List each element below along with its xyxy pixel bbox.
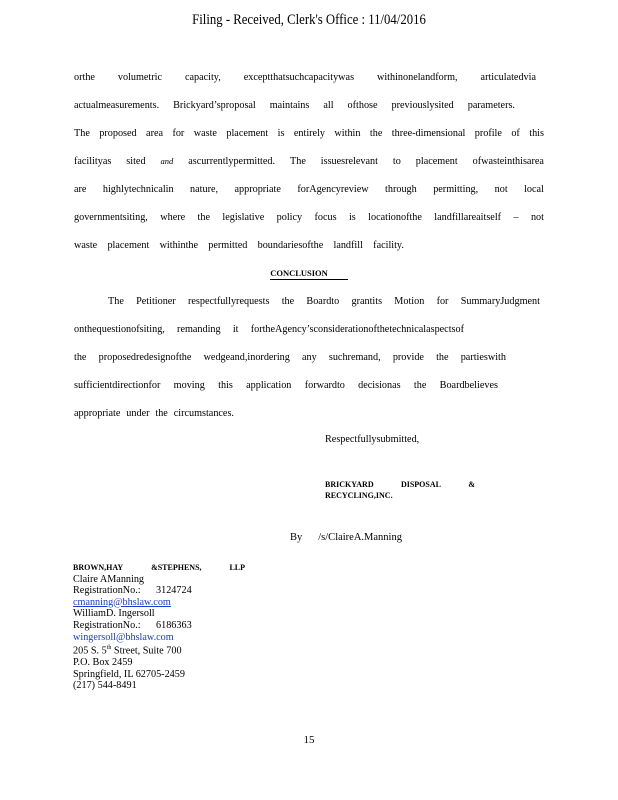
word: area [146, 128, 164, 139]
word: three-dimensional [391, 128, 466, 139]
word: the [436, 352, 449, 363]
word: sited [126, 156, 146, 167]
text-line [74, 72, 536, 83]
conclusion-heading: CONCLUSION [0, 268, 618, 278]
word: permitting, [433, 184, 479, 195]
word: fortheAgency’sconsiderationofthetechnicalaspectsof [250, 324, 464, 335]
text-line [74, 184, 544, 195]
word: is [277, 128, 285, 139]
word: The [74, 128, 90, 139]
word: governmentsiting, [74, 212, 148, 223]
word: the [197, 212, 210, 223]
word: actualmeasurements. [74, 100, 160, 111]
attorney2-email-link[interactable]: wingersoll@bhslaw.com [73, 631, 174, 643]
signature-name: /s/ClaireA.Manning [318, 532, 402, 543]
word: the [413, 380, 427, 391]
word: ascurrentlypermitted. [188, 156, 276, 167]
word: all [323, 100, 334, 111]
word: landfill [333, 240, 363, 251]
word: Brickyard’sproposal [173, 100, 256, 111]
signatory-firm-line1: BRICKYARD DISPOSAL & [325, 480, 475, 489]
attorney2-registration: RegistrationNo.: 6186363 [73, 619, 192, 631]
text-line [74, 100, 515, 111]
word: exceptthatsuchcapacitywas [243, 72, 355, 83]
word: volumetric [117, 72, 163, 83]
word: Petitioner [136, 296, 176, 307]
word: proposed [99, 128, 137, 139]
word: Boardbelieves [439, 380, 498, 391]
word: suchremand, [328, 352, 381, 363]
attorney1-name: Claire AManning [73, 573, 145, 585]
word: of [511, 128, 520, 139]
word: highlytechnicalin [102, 184, 174, 195]
word: SummaryJudgment [460, 296, 540, 307]
word: The [290, 156, 306, 167]
word: the [281, 296, 295, 307]
word: permitted [208, 240, 248, 251]
word: moving [173, 380, 205, 391]
word: waste [74, 240, 98, 251]
word: nature, [190, 184, 219, 195]
word: entirely [293, 128, 325, 139]
word: partieswith [460, 352, 506, 363]
word: within [334, 128, 361, 139]
word: sufficientdirectionfor [74, 380, 161, 391]
word: focus [314, 212, 337, 223]
text-line [108, 296, 540, 307]
attorney2-name: WilliamD. Ingersoll [73, 608, 155, 620]
word: ofthose [347, 100, 378, 111]
text-line [74, 240, 404, 251]
closing-phrase: Respectfullysubmitted, [325, 434, 420, 445]
text-line [74, 352, 506, 363]
word: waste [193, 128, 217, 139]
word: the [369, 128, 383, 139]
text-line [74, 324, 464, 335]
word: are [74, 184, 87, 195]
word: is [348, 212, 356, 223]
word: for [436, 296, 449, 307]
city-state-zip: Springfield, IL 62705-2459 [73, 668, 185, 680]
word: facilityas [74, 156, 112, 167]
phone-number: (217) 544-8491 [73, 680, 137, 692]
word: legislative [222, 212, 265, 223]
word: appropriate [234, 184, 281, 195]
counsel-block [73, 562, 245, 692]
word: The [108, 296, 124, 307]
word: this [218, 380, 233, 391]
word: any [302, 352, 317, 363]
word: this [529, 128, 544, 139]
word: appropriate [74, 408, 121, 419]
signature-line: By /s/ClaireA.Manning [290, 532, 402, 543]
page-number: 15 [303, 734, 315, 746]
word: policy [276, 212, 303, 223]
word: the [155, 408, 168, 419]
text-line [74, 408, 234, 419]
word: issuesrelevant [320, 156, 378, 167]
word: wedgeand,inordering [203, 352, 290, 363]
word: respectfullyrequests [187, 296, 270, 307]
word: ofwasteinthisarea [472, 156, 544, 167]
word: grantits [351, 296, 383, 307]
text-line [74, 380, 498, 391]
word: onthequestionofsiting, [74, 324, 165, 335]
word: to [392, 156, 401, 167]
po-box: P.O. Box 2459 [73, 657, 133, 669]
word: facility. [373, 240, 404, 251]
law-firm-name: BROWN,HAY &STEPHENS, LLP [73, 563, 245, 572]
word: application [246, 380, 292, 391]
word: boundariesofthe [257, 240, 324, 251]
word: landfillareaitself [434, 212, 502, 223]
word: previouslysited [391, 100, 454, 111]
word: maintains [269, 100, 310, 111]
signatory-firm-line2: RECYCLING,INC. [325, 491, 393, 500]
word: where [160, 212, 186, 223]
word: proposedredesignofthe [98, 352, 192, 363]
word: profile [474, 128, 502, 139]
filing-header: Filing - Received, Clerk's Office : 11/04/2016 [192, 12, 426, 28]
word: placement [415, 156, 458, 167]
word: withinonelandform, [376, 72, 458, 83]
word: for [172, 128, 185, 139]
word: local [524, 184, 544, 195]
word: placement [226, 128, 269, 139]
word: and [160, 156, 174, 166]
word: not [530, 212, 544, 223]
word: through [385, 184, 417, 195]
word: it [232, 324, 239, 335]
word: the [74, 352, 87, 363]
text-line [74, 128, 544, 139]
word: forwardto [304, 380, 345, 391]
word: orthe [74, 72, 95, 83]
signatory-firm [325, 479, 475, 501]
word: decisionas [358, 380, 401, 391]
word: locationofthe [368, 212, 422, 223]
street-address: 205 S. 5th Street, Suite 700 [73, 645, 182, 657]
word: placement [107, 240, 150, 251]
text-line [74, 212, 544, 223]
attorney1-email-link[interactable]: cmanning@bhslaw.com [73, 596, 171, 608]
word: parameters. [467, 100, 515, 111]
word: not [494, 184, 508, 195]
word: capacity, [184, 72, 221, 83]
word: remanding [177, 324, 221, 335]
word: circumstances. [173, 408, 234, 419]
word: Boardto [306, 296, 340, 307]
word: – [513, 212, 519, 223]
word: articulatedvia [480, 72, 536, 83]
attorney1-registration: RegistrationNo.: 3124724 [73, 585, 192, 597]
word: Motion [394, 296, 425, 307]
word: under [126, 408, 150, 419]
word: withinthe [159, 240, 199, 251]
word: provide [392, 352, 424, 363]
word: forAgencyreview [297, 184, 369, 195]
text-line [74, 156, 544, 167]
